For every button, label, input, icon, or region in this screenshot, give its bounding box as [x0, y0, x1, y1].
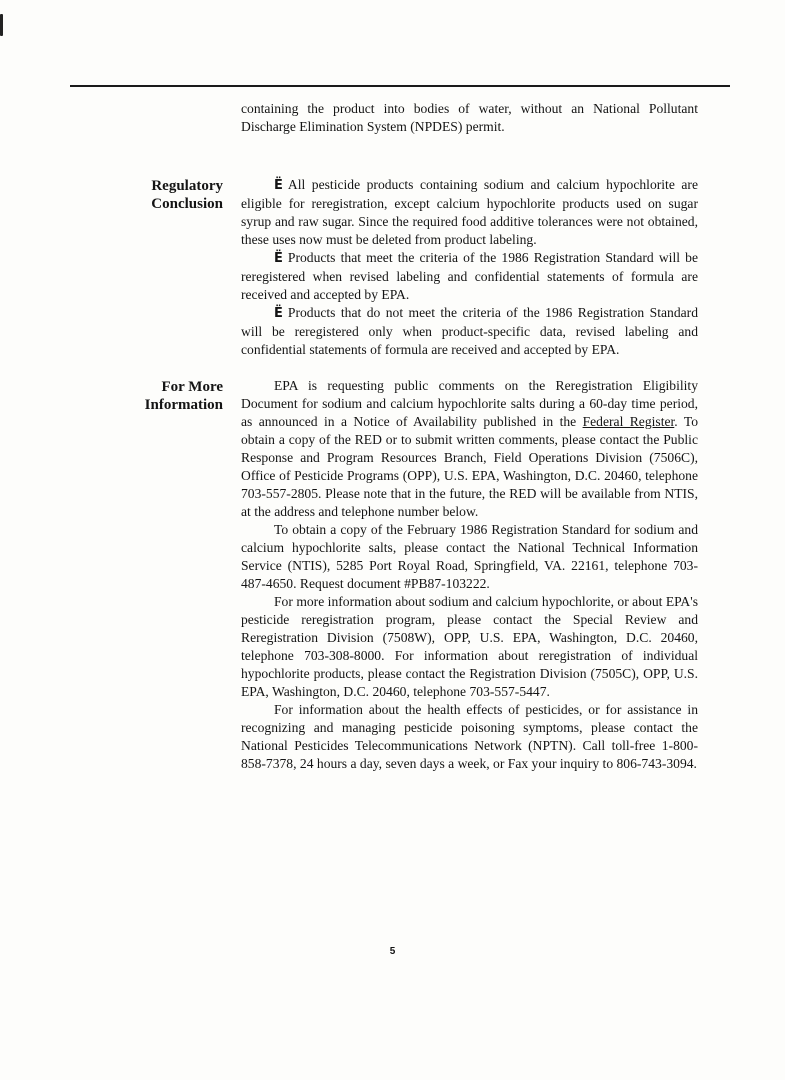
regulatory-bullet: Ë Products that do not meet the criteria of the 1986 Registration Standard will be reregistered only when product-specific data, revised labeling and confidential statements of formula are received and accepted by EPA. [241, 305, 698, 357]
regulatory-conclusion-body [241, 176, 698, 359]
header-rule [70, 85, 730, 87]
federal-register-reference: Federal Register [582, 414, 675, 429]
page-number: 5 [389, 946, 396, 957]
info-paragraph: EPA is requesting public comments on the Reregistration Eligibility Document for sodium and calcium hypochlorite salts during a 60-day time period, as announced in a Notice of Availability published in the Federal Register. To obtain a copy of the RED or to submit written comments, please contact the Public Response and Program Resources Branch, Field Operations Division (7506C), Office of Pesticide Programs (OPP), U.S. EPA, Washington, D.C. 20460, telephone 703-557-2805. Please note that in the future, the RED will be available from NTIS, at the address and telephone number below. [241, 378, 698, 519]
regulatory-bullet: Ë Products that meet the criteria of the 1986 Registration Standard will be reregistered when revised labeling and confidential statements of formula are received and accepted by EPA. [241, 250, 698, 302]
bullet-icon: Ë [274, 251, 283, 266]
info-paragraph: For more information about sodium and calcium hypochlorite, or about EPA's pesticide reregistration program, please contact the Special Review and Reregistration Division (7508W), OPP, U.S. EPA, Washington, D.C. 20460, telephone 703-308-8000. For information about reregistration of individual hypochlorite products, please contact the Registration Division (7505C), OPP, U.S. EPA, Washington, D.C. 20460, telephone 703-557-5447. [241, 594, 698, 699]
info-paragraph: To obtain a copy of the February 1986 Registration Standard for sodium and calcium hypochlorite salts, please contact the National Technical Information Service (NTIS), 5285 Port Royal Road, Springfield, VA. 22161, telephone 703-487-4650. Request document #PB87-103222. [241, 522, 698, 591]
info-paragraph: For information about the health effects of pesticides, or for assistance in recognizing and managing pesticide poisoning symptoms, please contact the National Pesticides Telecommunications Network (NPTN). Call toll-free 1-800-858-7378, 24 hours a day, seven days a week, or Fax your inquiry to 806-743-3094. [241, 702, 698, 771]
regulatory-bullet: Ë All pesticide products containing sodium and calcium hypochlorite are eligible for reregistration, except calcium hypochlorite products used on sugar syrup and raw sugar. Since the required food additive tolerances were not obtained, these uses now must be deleted from product labeling. [241, 177, 698, 247]
regulatory-conclusion-heading: Regulatory Conclusion [151, 178, 223, 212]
continuation-text: containing the product into bodies of water, without an National Pollutant Discharge Elimination System (NPDES) permit. [241, 101, 698, 134]
for-more-information-body [241, 377, 698, 773]
continuation-paragraph [241, 100, 698, 136]
bullet-icon: Ë [274, 306, 283, 321]
bullet-icon: Ë [274, 178, 283, 193]
scan-edge-mark [0, 14, 3, 36]
for-more-information-heading: For More Information [144, 379, 223, 413]
